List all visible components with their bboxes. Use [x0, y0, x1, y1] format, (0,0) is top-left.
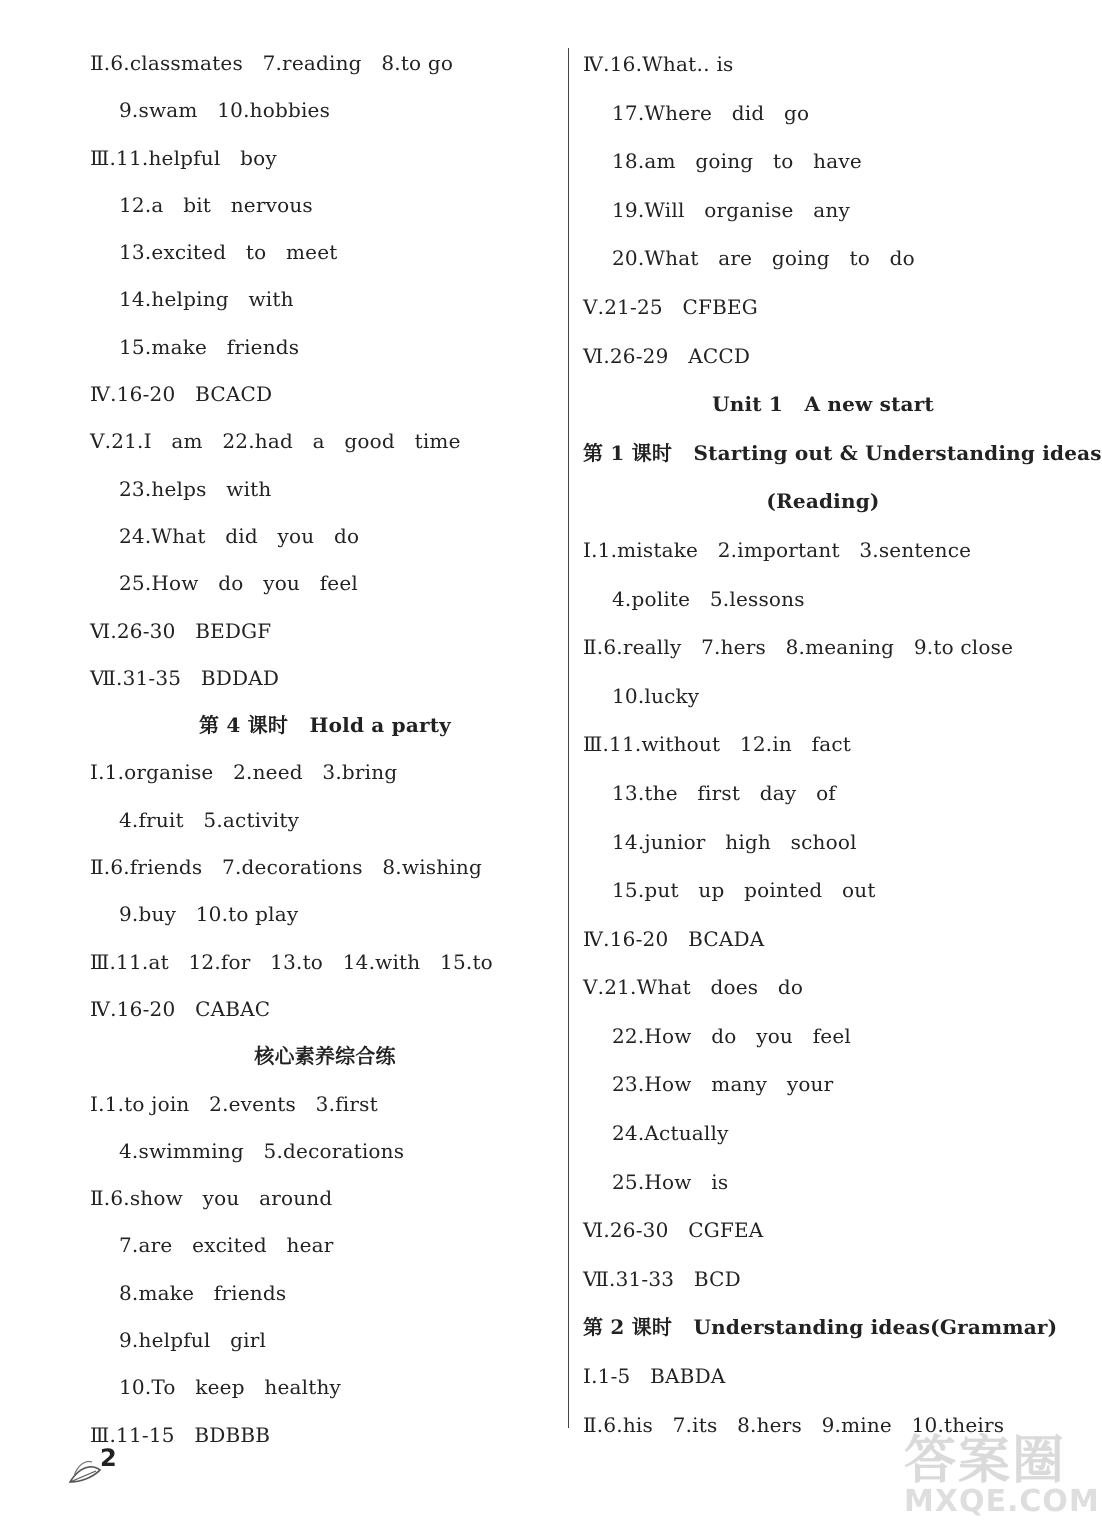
answer-line: Ⅰ.1.organise 2.need 3.bring [90, 760, 398, 785]
leaf-icon [66, 1456, 126, 1486]
answer-line: 12.a bit nervous [119, 192, 313, 217]
answer-line: 7.are excited hear [119, 1233, 334, 1258]
answer-line: Ⅳ.16-20 BCACD [90, 382, 273, 407]
answer-line: 25.How is [612, 1169, 729, 1194]
answer-line: 9.helpful girl [119, 1328, 267, 1353]
answer-line: 24.Actually [612, 1121, 729, 1146]
site-watermark [896, 1418, 1100, 1526]
answer-line: Ⅳ.16-20 CABAC [90, 996, 271, 1021]
answer-line: 25.How do you feel [119, 571, 358, 596]
answer-line: Ⅶ.31-35 BDDAD [90, 665, 280, 690]
section-heading: Unit 1 A new start [712, 392, 934, 417]
answer-line: 4.polite 5.lessons [612, 586, 805, 611]
answer-line: 10.To keep healthy [119, 1375, 342, 1400]
answer-line: 4.swimming 5.decorations [119, 1138, 405, 1163]
answer-line: Ⅵ.26-29 ACCD [583, 343, 751, 368]
answer-line: Ⅲ.11.helpful boy [90, 145, 277, 170]
answer-line: 17.Where did go [612, 100, 810, 125]
answer-line: 18.am going to have [612, 149, 862, 174]
column-divider [568, 48, 569, 1428]
answer-line: 19.Will organise any [612, 197, 850, 222]
answer-line: 4.fruit 5.activity [119, 807, 300, 832]
answer-line: Ⅲ.11-15 BDBBB [90, 1422, 271, 1447]
answer-line: 22.How do you feel [612, 1023, 851, 1048]
answer-line: 9.swam 10.hobbies [119, 98, 331, 123]
section-heading: 第 4 课时 Hold a party [199, 713, 451, 738]
answer-line: 15.put up pointed out [612, 878, 876, 903]
answer-line: Ⅴ.21.I am 22.had a good time [90, 429, 461, 454]
page-number-badge [66, 1438, 136, 1488]
answer-line: Ⅳ.16.What‥ is [583, 52, 734, 76]
answer-line: 8.make friends [119, 1280, 287, 1305]
answer-line: 9.buy 10.to play [119, 902, 299, 927]
answer-line: Ⅱ.6.show you around [90, 1186, 333, 1211]
section-heading: 核心素养综合练 [254, 1044, 396, 1069]
page-number: 2 [100, 1444, 117, 1472]
section-heading: 第 1 课时 Starting out & Understanding ideas [583, 440, 1102, 465]
watermark-logo-text: 答案圈 [904, 1431, 1067, 1491]
answer-line: Ⅵ.26-30 CGFEA [583, 1218, 764, 1243]
answer-line: Ⅱ.6.really 7.hers 8.meaning 9.to close [583, 635, 1014, 660]
answer-line: Ⅱ.6.his 7.its 8.hers 9.mine 10.theirs [583, 1412, 1005, 1437]
answer-line: Ⅴ.21.What does do [583, 975, 804, 1000]
answer-line: Ⅱ.6.friends 7.decorations 8.wishing [90, 855, 483, 880]
left-column [90, 40, 560, 1459]
section-heading: 第 2 课时 Understanding ideas(Grammar) [583, 1315, 1058, 1340]
watermark-url-text: MXQE.COM [904, 1484, 1100, 1519]
answer-line: Ⅰ.1.mistake 2.important 3.sentence [583, 537, 972, 562]
answer-line: Ⅱ.6.classmates 7.reading 8.to go [90, 51, 454, 75]
answer-line: 15.make friends [119, 334, 300, 359]
answer-line: Ⅳ.16-20 BCADA [583, 926, 765, 951]
answer-line: Ⅰ.1-5 BABDA [583, 1364, 726, 1389]
answer-line: 10.lucky [612, 683, 700, 708]
answer-line: Ⅰ.1.to join 2.events 3.first [90, 1091, 378, 1116]
answer-line: 14.helping with [119, 287, 294, 312]
answer-line: 24.What did you do [119, 523, 360, 548]
section-heading: (Reading) [766, 489, 880, 514]
answer-line: 13.the first day of [612, 780, 836, 805]
answer-line: Ⅲ.11.at 12.for 13.to 14.with 15.to [90, 949, 493, 974]
answer-line: 23.How many your [612, 1072, 834, 1097]
answer-line: 20.What are going to do [612, 246, 915, 271]
answer-line: Ⅵ.26-30 BEDGF [90, 618, 272, 643]
answer-line: Ⅶ.31-33 BCD [583, 1266, 741, 1291]
answer-line: 14.junior high school [612, 829, 857, 854]
answer-line: Ⅴ.21-25 CFBEG [583, 294, 758, 319]
right-column [583, 40, 1102, 1449]
answer-line: 13.excited to meet [119, 240, 338, 265]
answer-line: Ⅲ.11.without 12.in fact [583, 732, 852, 757]
answer-line: 23.helps with [119, 476, 272, 501]
